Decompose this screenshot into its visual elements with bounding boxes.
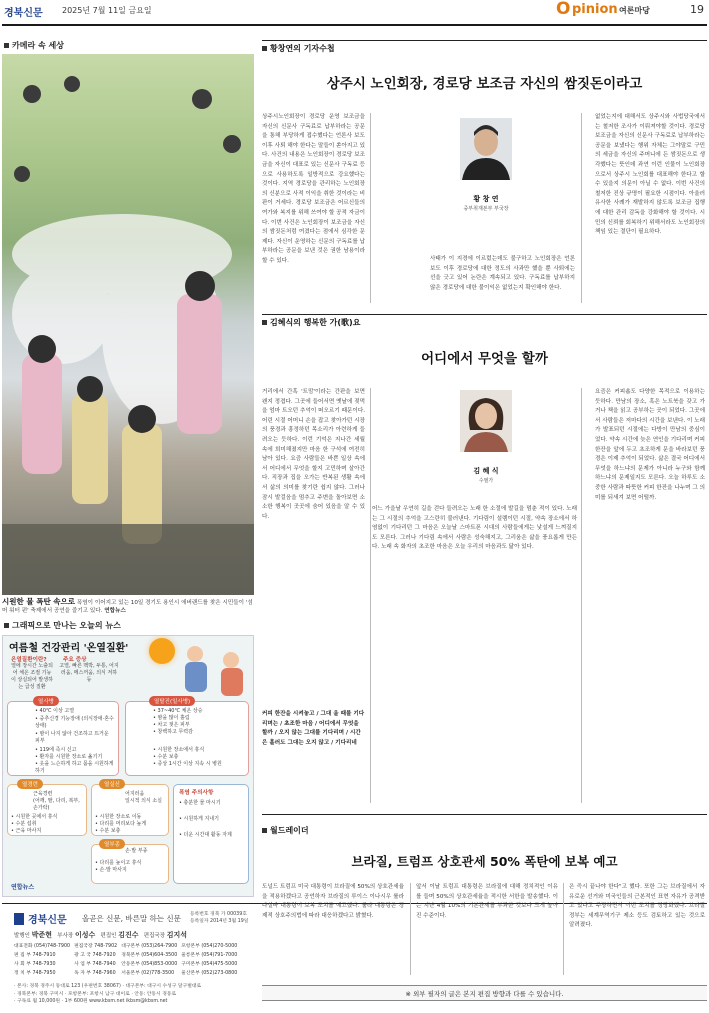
column2-headline: 어디에서 무엇을 할까: [421, 351, 548, 367]
syncope-label: 열실신: [99, 779, 125, 789]
column2-header-bar: [262, 314, 707, 315]
column2-divider: [370, 388, 371, 803]
exhaustion-aid: • 수분 보충: [153, 754, 179, 760]
photo-section-header: 카메라 속 세상: [4, 40, 64, 51]
column3-divider: [563, 883, 564, 975]
heatstroke-label: 열사병: [33, 696, 59, 706]
column2-author-photo: [460, 390, 512, 452]
infographic: [2, 635, 254, 897]
colophon-paper-name: 경북신문: [28, 915, 67, 926]
heatstroke-aid: • 옷을 느슨하게 하고 몸을 시원하게 하기: [35, 761, 114, 774]
column1-divider: [581, 113, 582, 303]
colophon-reg-date: 등록일자 2014년 3월 19일: [190, 919, 249, 924]
cramp-aid: • 수분 섭취: [11, 821, 37, 827]
column1-author-title: 중부취재본부 부국장: [463, 206, 509, 212]
patient-illustration-icon: [173, 642, 253, 700]
cramp-item: (어깨, 팔, 다리, 복부, 손가락): [33, 798, 80, 811]
issue-date: 2025년 7월 11일 금요일: [62, 6, 152, 15]
column1-author-name: 황 창 연: [473, 195, 499, 203]
edema-item: 손·발 부종: [125, 848, 148, 854]
colophon-reg-info: 등록번호 경북 가 00039호: [190, 912, 247, 917]
column2-series: 김혜식의 행복한 가(歌)요: [262, 317, 360, 328]
exhaustion-item: • 땀을 많이 흘림: [153, 715, 190, 721]
exhaustion-item: • 창백하고 무력감: [153, 729, 193, 735]
infographic-source: 연합뉴스: [11, 884, 35, 891]
exhaustion-aid: • 증상 1시간 이상 지속 시 병원: [153, 761, 222, 767]
heatstroke-item: • 40℃ 이상 고열: [35, 708, 75, 714]
masthead: [0, 0, 709, 24]
column2-author-name: 김 혜 식: [473, 467, 499, 475]
syncope-item: 일시적 의식 소실: [125, 798, 162, 804]
syncope-aid: • 시원한 장소로 이동: [95, 814, 142, 820]
news-photo: [2, 54, 254, 595]
cramp-item: 근육경련: [33, 791, 53, 797]
infographic-section-header: 그래픽으로 만나는 오늘의 뉴스: [4, 620, 121, 631]
column2-text-4: 요즘은 커피숍도 다양한 목적으로 이용하는 듯하다. 만남의 장소, 혹은 노트북을 갖고 가거나 책을 읽고 공부하는 곳이 되었다. 그곳에서 사람들은 저마다의 시간을 보낸다. 이 노래가 발표되던 시절에는 다방이 만남의 중심이었다. 약속 시간에 늦은 연인을 기다리며 커피 한잔을 앞에 두고 초조하게 문을 바라보던 풍경은 이제 추억이 되었다. 삶은 결국 어디에서 무엇을 하느냐의 문제가 아니라 누구와 함께하느냐의 문제일지도 모른다. 오늘 하루도 소중한 사람과 따뜻한 커피 한잔을 나누며 그 의미를 되새겨 보면 어떨까.: [595, 389, 705, 501]
colophon-slogan: 올곧은 신문, 바른말 하는 신문: [82, 914, 181, 923]
cramp-aid: • 시원한 곳에서 휴식: [11, 814, 58, 820]
colophon-staff: 발행인 박준현 부사장 이성수 편집인 김진수 편집국장 김지석: [14, 931, 188, 939]
column3-text-1: 도널드 트럼프 미국 대통령이 브라질에 50%의 상호관세율을 적용하겠다고 공언하자 브라질의 루이스 이나시우 룰라 다실바 대통령이 보복 조치를 예고했다. 룰라 대통령은 경제적 상호주의법에 따라 대응하겠다고 밝혔다.: [262, 884, 404, 919]
cramp-aid: • 근육 마사지: [11, 828, 42, 834]
section-o: O: [556, 0, 571, 19]
tips-title: 폭염 주의사항: [179, 790, 214, 796]
author-portrait-icon: [460, 390, 512, 452]
column1-text-4: 없었는지에 대해서도 상주시와 사법당국에서는 철저한 조사가 이뤄져야할 것이다. 경로당 보조금을 자신의 신문사 구독료로 납부하라는 공문을 보냈다는 행위 자체는 그야말로 구민의 세금을 자신의 주머니에 든 쌈짓돈으로 생각했다는 뜻인데 과연 이런 인물이 노인회장으로서 상주시 노인회를 대표해야 한다고 할 수 있을지 의문이 아닐 수 없다. 이번 사건의 철저한 진상 규명이 필요한 시점이다. 아울러 유사한 사례가 재발하지 않도록 보조금 집행에 대한 관리 감독을 강화해야 할 것이다. 시민의 신뢰를 회복하기 위해서라도 노인회장의 책임 있는 결단이 필요하다.: [595, 114, 705, 236]
edema-label: 열부종: [99, 839, 125, 849]
column1-text-3: 사태가 이 지경에 이르렀는데도 불구하고 노인회장은 언론 보도 이후 경로당에 대한 정도의 사과만 했을 뿐 사퇴에는 선을 긋고 있어 논란은 계속되고 있다. 구독료를 납부하지 않은 경로당에 대한 불이익은 없었는지 확인해야 한다.: [430, 256, 575, 291]
symptom-label: 주요 증상: [63, 657, 87, 663]
column2-divider: [581, 388, 582, 803]
photo-source: 연합뉴스: [104, 608, 126, 614]
syncope-aid: • 다리를 머리보다 높게: [95, 821, 147, 827]
syncope-aid: • 수분 보충: [95, 828, 121, 834]
column3-series: 월드레이더: [262, 825, 309, 836]
caption-title: 시원한 물 폭탄 속으로: [2, 597, 76, 606]
footer-note: ※ 외부 필자의 글은 본지 편집 방향과 다를 수 있습니다.: [405, 990, 564, 998]
column1-series: 황창연의 기자수첩: [262, 43, 335, 54]
column2-text-3: 어느 가을날 우연히 길을 걷다 들려오는 노래 한 소절에 발길을 멈춘 적이 있다. 노래는 그 시절의 추억을 고스란히 불러낸다. 기다림이 설렘이던 시절, 약속 장소에서 하염없이 기다리던 그 마음은 오늘날 스마트폰 시대의 사람들에게는 낯설게 느껴질지도 모른다. 그러나 기다림 속에서 사람은 성숙해지고, 그리움은 삶을 풍요롭게 만든다. 노래 속 화자의 초조한 마음은 오늘 우리의 마음과도 닮아 있다.: [372, 506, 577, 551]
photo-caption: [2, 598, 254, 615]
column1-headline: 상주시 노인회장, 경로당 보조금 자신의 쌈짓돈이라고: [326, 76, 643, 92]
symptom-text: 고열, 빠른 맥박, 두통, 어지러움, 메스꺼움, 의식 저하 등: [59, 663, 119, 683]
photo-illustration: [2, 54, 254, 595]
tip-item: • 충분한 물 마시기: [179, 800, 221, 806]
column3-text-2: 앞서 이날 트럼프 대통령은 브라질에 대해 정치적인 이유를 들며 50%의 상호관세율을 적시한 서한을 발송했다. 이는 지난 4월 10%의 기본관세를 부과한 것보다 크게 높아진 수준이다.: [416, 884, 558, 919]
contact-directory: 대표전화 (054)748-7900 편집국장 748-7902 대구본부 (053)264-7900 포항본부 (054)270-5000 편 집 부 748-7910 광 고 국 748-7920 경북본부 (054)604-3500 울릉본부 (054)791-7000 사 회 부 748-7930 사 업 부 748-7940 안동본부 (054)853-0000 구미본부 (054)475-5000 정 치 부 748-7950 독 자 부 748-7960 서울본부 (02)778-3500 울산본부 (052)273-0800: [14, 944, 238, 976]
column1-text-1: 상주시노인회장이 경로당 운영 보조금을 자신의 신문사 구독료로 납부하라는 공문을 통해 부당하게 접수했다는 언론사 보도 이후 사퇴 해야 한다는 말들이 쏟아지고 있다. 사건의 내용은 노인회장이 경로당 보조금을 자신이 대표로 있는 신문사 구독료 등으로 사용하도록 일방적으로 강요했다는 것이다. 지역 경로당을 관리하는 노인회장의 신분으로 사적 이익을 취한 것이라는 비판이 거세다. 경로당 보조금은 어르신들의 여가와 복지를 위해 쓰여야 할 공적 자금이다. 이번 사건은 노인회장이 보조금을 자신의 쌈짓돈처럼 여겼다는 점에서 심각한 문제다. 자신이 운영하는 신문의 구독료를 납부하라는 공문을 보낸 것은 권한 남용이라 할 수 있다.: [262, 114, 365, 264]
syncope-item: 어지러움: [125, 791, 145, 797]
column1-divider: [370, 113, 371, 303]
column1-author-photo: [460, 118, 512, 180]
column3-text-3: 은 즉시 끝나야 한다"고 했다. 또한 그는 브라질에서 자유로운 선거와 미국인들의 근본적인 표현 자유가 공격받고 있다고 주장하면서 이번 조치를 정당화했다. 브라질 정부는 세계무역기구 제소 등도 검토하고 있는 것으로 알려졌다.: [569, 884, 705, 929]
heatstroke-aid: • 119에 즉시 신고: [35, 747, 77, 753]
colophon-address: · 본사: 경북 경주시 동대로 123 (우편번호 38067) · 대구본부: 대구시 수성구 달구벌대로 · 경북본부: 경북 구미시 · 포항본부: 포항시 남구 대이로 · 안동: 안동시 경동로 · 구독료 월 10,000원 · 1부 600원 www.kbsm.net ikbsm@kbsm.net: [14, 984, 202, 1004]
section-title: pinion: [572, 2, 618, 17]
what-is-text: 열에 장시간 노출되어 체온 조절 기능이 상실되어 발생하는 급성 질환: [11, 663, 53, 690]
column3-headline: 브라질, 트럼프 상호관세 50% 폭탄에 보복 예고: [351, 854, 618, 869]
column3-header-bar: [262, 814, 707, 815]
heatstroke-aid: • 환자를 시원한 장소로 옮기기: [35, 754, 103, 760]
colophon-logo-icon: [14, 913, 24, 925]
tip-item: • 더운 시간대 활동 자제: [179, 832, 232, 838]
paper-logo: 경북신문: [4, 8, 43, 19]
tip-item: • 시원하게 지내기: [179, 816, 219, 822]
column2-text-1: 거리에서 간혹 '트맘'이라는 간판을 보면 왠지 정겹다. 그곳에 들어서면 옛날에 젖먹을 엄마 트오던 추억이 떠오르기 때문이다. 어린 시절 어머니 손을 잡고 찾아가던 시장의 풍경과 흥정하던 목소리가 아련하게 들려오는 듯하다. 이런 기억은 지나간 세월 속에 희미해졌지만 마음 한 구석에 여전히 남아 있다. 요즘 사람들은 바쁜 일상 속에서 어디에서 무엇을 할지 고민하며 살아간다. 직장과 집을 오가는 반복된 생활 속에서 삶의 의미를 찾기란 쉽지 않다. 그러나 잠시 발걸음을 멈추고 주변을 돌아보면 소소한 행복이 곳곳에 숨어 있음을 알 수 있다.: [262, 389, 365, 520]
sun-icon: [149, 638, 175, 664]
exhaustion-aid: • 시원한 장소에서 휴식: [153, 747, 205, 753]
edema-aid: • 다리를 높이고 휴식: [95, 860, 142, 866]
caption-text: 폭염이 이어지고 있는 10일 경기도 용인시 에버랜드를 찾은 시민들이 '섬머 워터 펀' 축제에서 공연을 즐기고 있다.: [2, 600, 253, 614]
page-number: 19: [690, 3, 704, 16]
author-portrait-icon: [460, 118, 512, 180]
column3-divider: [410, 883, 411, 975]
section-title-kr: 여론마당: [619, 6, 650, 15]
heatstroke-item: • 중추신경 기능장애 (의식장애·혼수상태): [35, 716, 114, 729]
column2-lyric: 커피 한잔을 시켜놓고 / 그대 올 때를 기다리며는 / 초조한 마음 / 어디에서 무엇을 할까 / 오지 않는 그대를 기다리며 / 시간은 흘러도 그대는 오지 않고 / 기다리네: [262, 711, 365, 746]
exhaustion-item: • 37~40℃ 체온 상승: [153, 708, 203, 714]
what-is-label: 온열질환이란?: [11, 657, 47, 663]
exhaustion-item: • 차고 젖은 피부: [153, 722, 190, 728]
exhaustion-label: 열탈진(일사병): [149, 696, 195, 706]
infographic-title: 여름철 건강관리 '온열질환': [9, 643, 129, 654]
column1-header-bar: [262, 40, 707, 41]
masthead-rule: [2, 24, 707, 26]
column2-author-title: 수필가: [478, 478, 494, 484]
cramp-label: 열경련: [17, 779, 43, 789]
edema-aid: • 손·발 마사지: [95, 867, 127, 873]
heatstroke-item: • 땀이 나지 않아 건조하고 뜨거운 피부: [35, 731, 109, 744]
